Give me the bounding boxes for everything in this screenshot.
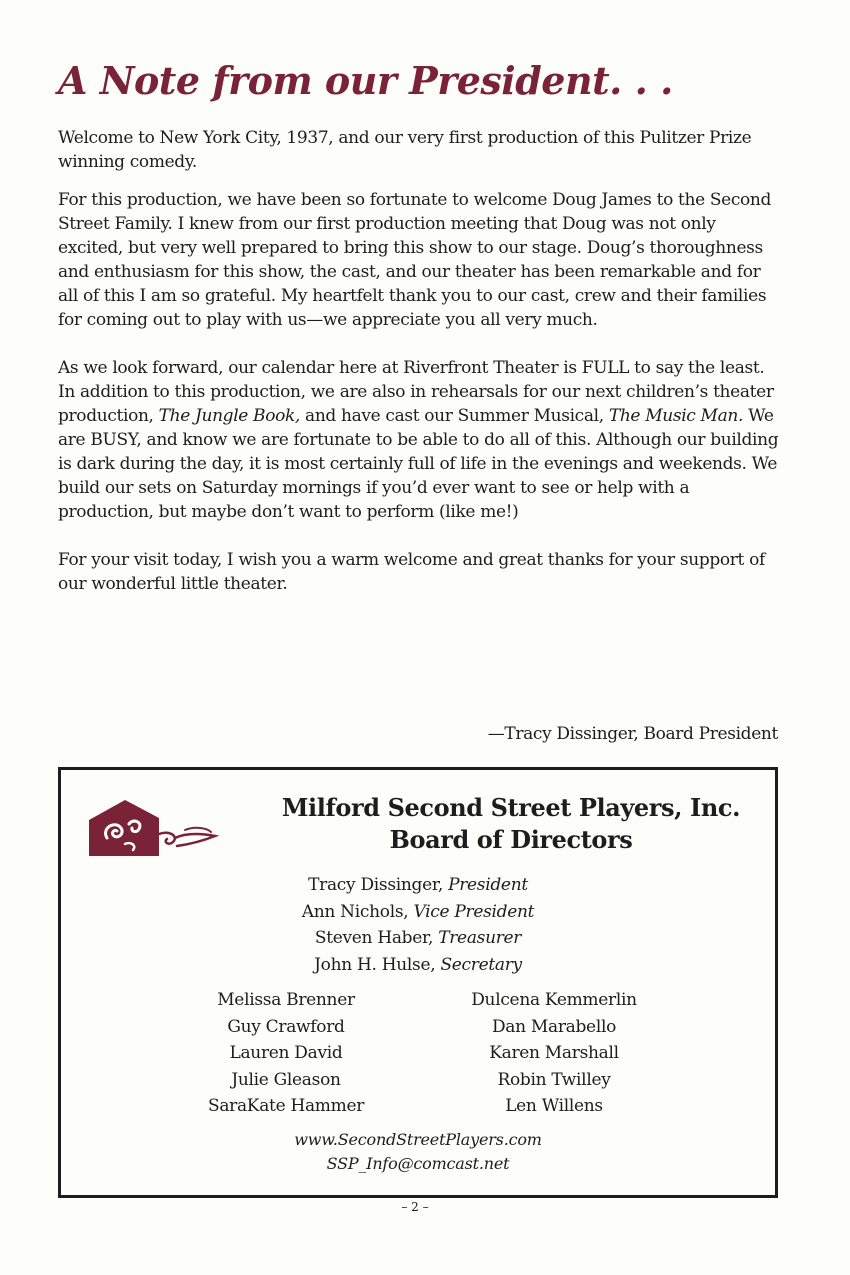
board-title	[211, 792, 811, 856]
note-signature: —Tracy Dissinger, Board President	[487, 724, 778, 744]
note-title: A Note from our President. . .	[58, 58, 673, 103]
officer-row	[61, 952, 775, 979]
website-text: www.SecondStreetPlayers.com	[294, 1130, 542, 1149]
member-name: SaraKate Hammer	[207, 1096, 365, 1116]
officer-role: Secretary	[440, 954, 522, 975]
org-name: Milford Second Street Players, Inc.	[281, 793, 741, 822]
member-name: Lauren David	[229, 1043, 343, 1063]
officer-name: John H. Hulse,	[314, 954, 441, 975]
member-name: Len Willens	[505, 1096, 603, 1116]
note-paragraph-2: For this production, we have been so fortunate to welcome Doug James to the Second Street Family. I knew from our first production meeting that Doug was not only excited, but very well prepared to bring this show to our stage. Doug’s thoroughness and enthusiasm for this show, the cast, and our theater has been remarkable and for all of this I am so grateful. My heartfelt thank you to our cast, crew and their families for coming out to play with us—we appreciate you all very much.	[58, 190, 772, 330]
member-name: Julie Gleason	[231, 1069, 341, 1090]
officer-name: Steven Haber,	[314, 928, 439, 948]
email-text: SSP_Info@comcast.net	[326, 1154, 510, 1173]
officer-role: Vice President	[413, 901, 535, 922]
board-heading: Board of Directors	[389, 825, 633, 854]
note-body	[58, 126, 784, 610]
note-paragraph-3-part: and have cast our Summer Musical,	[299, 406, 609, 426]
jungle-book-title: The Jungle Book,	[158, 406, 300, 426]
note-paragraph-3-part: As we look forward, our calendar here at Riverfront Theater is FULL to say the least. In addition to this production, we are also in rehearsals for our next children’s theater production,	[58, 358, 774, 426]
officer-role: President	[448, 875, 528, 895]
member-name: Guy Crawford	[227, 1016, 345, 1037]
officer-name: Tracy Dissinger,	[308, 875, 449, 895]
note-paragraph-4: For your visit today, I wish you a warm welcome and great thanks for your support of our wonderful little theater.	[58, 550, 765, 594]
officer-role: Treasurer	[438, 928, 522, 948]
officer-name: Ann Nichols,	[301, 901, 414, 922]
board-of-directors-box	[58, 767, 778, 1198]
member-name: Dan Marabello	[491, 1016, 617, 1037]
member-name: Karen Marshall	[489, 1043, 619, 1063]
officer-row	[61, 872, 775, 899]
member-name: Melissa Brenner	[217, 990, 355, 1010]
member-list-left	[161, 987, 411, 1120]
note-paragraph-3-part: We are BUSY, and know we are fortunate to be able to do all of this. Although our building is dark during the day, it is most certainly full of life in the evenings and weekends. We build our sets on Saturday mornings if you’d ever want to see or help with a production, but maybe don’t want to perform (like me!)	[58, 406, 779, 522]
music-man-title: The Music Man.	[608, 406, 744, 426]
member-list-right	[429, 987, 679, 1120]
officer-row	[61, 925, 775, 952]
note-paragraph-1: Welcome to New York City, 1937, and our very first production of this Pulitzer Prize winning comedy.	[58, 128, 752, 172]
page-number: – 2 –	[401, 1200, 429, 1214]
member-name: Dulcena Kemmerlin	[471, 990, 637, 1010]
note-paragraph-3	[58, 356, 784, 524]
member-name: Robin Twilley	[497, 1069, 611, 1090]
officer-row	[61, 899, 775, 926]
officer-list	[61, 872, 775, 978]
contact-info	[61, 1128, 775, 1176]
